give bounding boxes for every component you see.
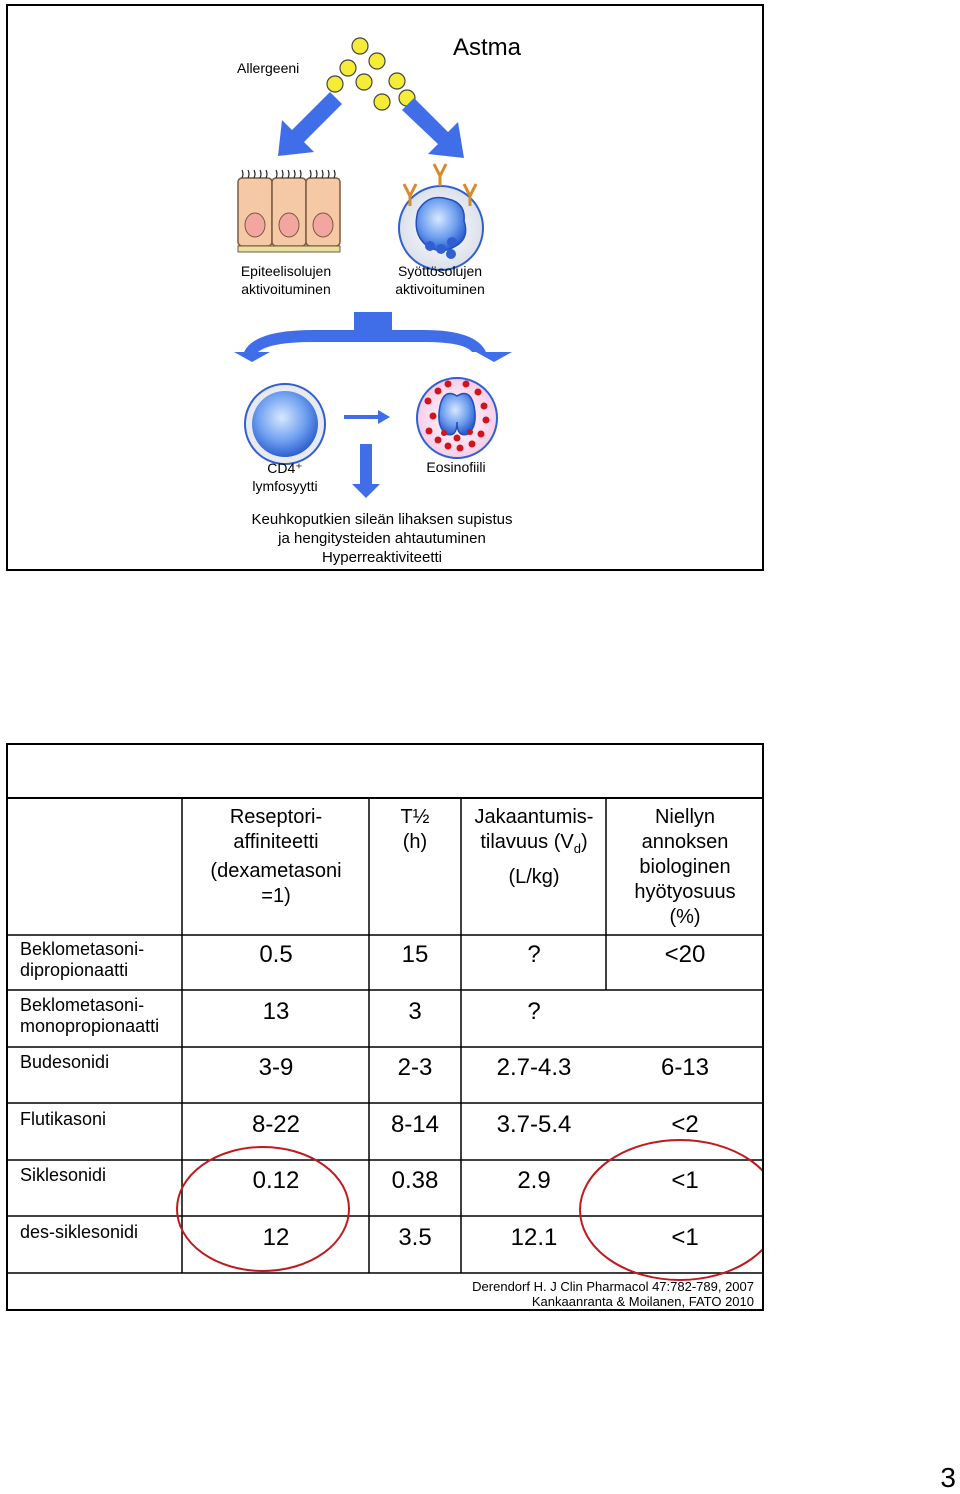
row-label-des-ciclesonide: des-siklesonidi	[20, 1222, 139, 1242]
header-col2-line2: (h)	[402, 831, 428, 853]
row4-bioavailability: <2	[671, 1111, 699, 1138]
reference-derendorf: Derendorf H. J Clin Pharmacol 47:782-789, 2007	[472, 1279, 754, 1294]
header-col1-line3: (dexametasoni	[210, 860, 342, 882]
row2-name-line2: monopropionaatti	[20, 1016, 160, 1036]
row1-name-line2: dipropionaatti	[20, 960, 129, 980]
outcome-text	[182, 510, 582, 567]
header-col3-close: )	[580, 831, 588, 853]
row-label-fluticasone: Flutikasoni	[20, 1109, 107, 1129]
header-oral-bioavailability	[608, 805, 762, 930]
row6-volume: 12.1	[510, 1224, 558, 1251]
eosinophil-label: Eosinofiili	[426, 459, 486, 475]
header-col3-line1: Jakaantumis-	[474, 806, 594, 828]
row5-affinity: 0.12	[252, 1167, 300, 1194]
row1-volume: ?	[527, 941, 541, 968]
cd4-label-line2: lymfosyytti	[252, 478, 318, 494]
header-col3-line3: (L/kg)	[508, 866, 560, 888]
row-label-beclometasone-dipropionate	[20, 939, 144, 981]
row1-name-line1: Beklometasoni-	[20, 939, 145, 959]
header-col3-line2	[462, 830, 606, 861]
arrow-down-outcome	[352, 444, 380, 498]
header-receptor-affinity	[184, 805, 368, 909]
header-col1-line1: Reseptori-	[229, 806, 323, 828]
header-col1-line4: =1)	[261, 885, 291, 907]
row2-name-line1: Beklometasoni-	[20, 995, 145, 1015]
row1-bioavailability: <20	[664, 941, 706, 968]
header-col2-line1: T½	[400, 806, 430, 828]
outcome-line1: Keuhkoputkien sileän lihaksen supistus	[251, 511, 513, 528]
header-half-life	[370, 805, 460, 855]
header-col4-line5: (%)	[669, 906, 701, 928]
row3-affinity: 3-9	[258, 1054, 294, 1081]
mast-label-line1: Syöttösolujen	[397, 263, 483, 279]
header-col4-line1: Niellyn	[654, 806, 716, 828]
row6-half-life: 3.5	[398, 1224, 432, 1251]
row5-bioavailability: <1	[671, 1167, 699, 1194]
cd4-label-line1: CD4⁺	[267, 460, 303, 476]
row6-bioavailability: <1	[671, 1224, 699, 1251]
allergen-label: Allergeeni	[237, 60, 300, 76]
epithelial-cells	[238, 170, 340, 252]
allergen-particles	[327, 38, 415, 110]
row1-half-life: 15	[401, 941, 429, 968]
slide-asthma-diagram	[6, 4, 764, 571]
eosinophil-cell	[417, 378, 497, 458]
highlight-circle-affinity	[177, 1147, 349, 1271]
row3-bioavailability: 6-13	[660, 1054, 710, 1081]
slide-title: Astma	[453, 34, 522, 61]
header-col4-line2: annoksen	[641, 831, 729, 853]
row-label-beclometasone-monopropionate	[20, 995, 159, 1037]
page-number: 3	[940, 1462, 956, 1493]
epithelial-label-line1: Epiteelisolujen	[240, 263, 332, 279]
row3-half-life: 2-3	[397, 1054, 433, 1081]
mast-cell-activation-label	[360, 262, 520, 298]
epithelial-activation-label	[206, 262, 366, 298]
row-label-budesonide: Budesonidi	[20, 1052, 110, 1072]
arrow-to-epithelium	[278, 92, 342, 156]
slide-corticosteroid-table	[6, 743, 764, 1311]
row-label-ciclesonide: Siklesonidi	[20, 1165, 107, 1185]
row4-half-life: 8-14	[390, 1111, 440, 1138]
mast-label-line2: aktivoituminen	[395, 281, 485, 297]
arrow-to-mast-cell	[402, 98, 464, 158]
highlight-circle-bioavailability	[580, 1140, 762, 1280]
header-volume-distribution	[462, 805, 606, 890]
epithelial-label-line2: aktivoituminen	[241, 281, 331, 297]
row5-volume: 2.9	[517, 1167, 551, 1194]
merge-arrow	[234, 312, 512, 362]
mast-cell	[399, 164, 483, 270]
header-col4-line4: hyötyosuus	[634, 881, 736, 903]
outcome-line3: Hyperreaktiviteetti	[321, 549, 443, 566]
arrow-to-eosinophil	[344, 410, 390, 424]
row4-affinity: 8-22	[251, 1111, 301, 1138]
header-col3-subscript: d	[573, 841, 581, 856]
row3-volume: 2.7-4.3	[496, 1054, 572, 1081]
cd4-label	[215, 459, 355, 495]
header-col4-line3: biologinen	[639, 856, 731, 878]
row2-half-life: 3	[408, 998, 422, 1025]
cd4-lymphocyte	[245, 384, 325, 464]
row4-volume: 3.7-5.4	[496, 1111, 572, 1138]
row5-half-life: 0.38	[391, 1167, 439, 1194]
row2-volume: ?	[527, 998, 541, 1025]
row2-affinity: 13	[262, 998, 290, 1025]
header-col3-text: tilavuus (V	[480, 831, 574, 853]
row1-affinity: 0.5	[259, 941, 293, 968]
header-col1-line2: affiniteetti	[233, 831, 319, 853]
row6-affinity: 12	[262, 1224, 290, 1251]
reference-kankaanranta: Kankaanranta & Moilanen, FATO 2010	[531, 1294, 754, 1309]
outcome-line2: ja hengitysteiden ahtautuminen	[278, 530, 486, 547]
